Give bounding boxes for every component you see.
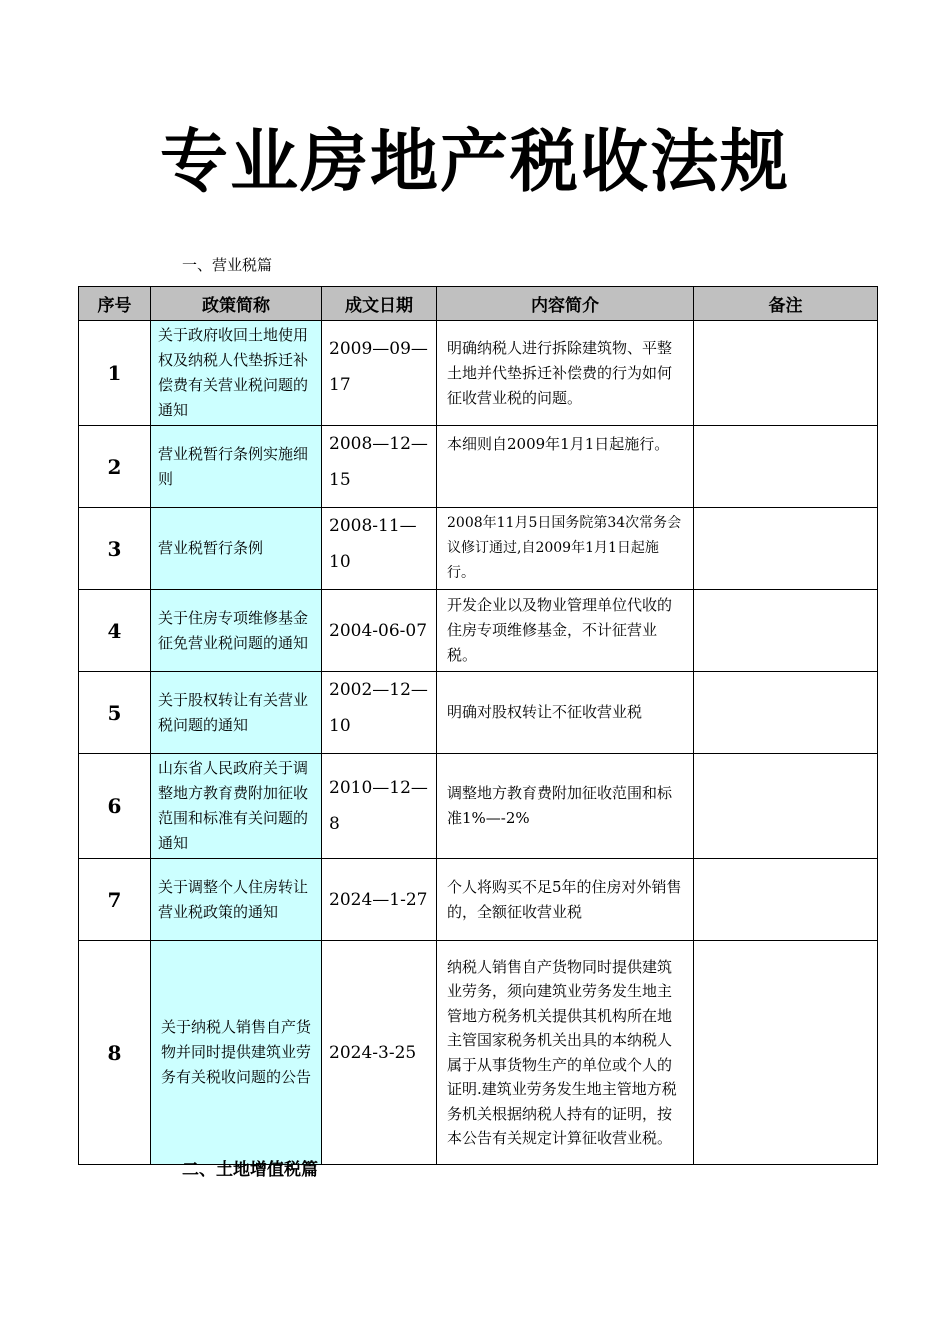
row-summary: 调整地方教育费附加征收范围和标准1%—-2% (437, 754, 694, 859)
table-row (79, 321, 878, 426)
header-date: 成文日期 (322, 287, 437, 321)
row-policy-name: 营业税暂行条例 (151, 508, 322, 590)
policy-table (78, 286, 878, 1165)
row-index: 3 (79, 508, 151, 590)
row-date: 2008—12—15 (322, 426, 437, 508)
row-summary: 开发企业以及物业管理单位代收的住房专项维修基金，不计征营业税。 (437, 590, 694, 672)
row-summary: 个人将购买不足5年的住房对外销售的，全额征收营业税 (437, 859, 694, 941)
row-remarks (694, 590, 878, 672)
table-row (79, 941, 878, 1165)
row-index: 2 (79, 426, 151, 508)
section-heading-business-tax: 一、营业税篇 (182, 256, 273, 274)
row-summary: 纳税人销售自产货物同时提供建筑业劳务，须向建筑业劳务发生地主管地方税务机关提供其机构所在地主管国家税务机关出具的本纳税人属于从事货物生产的单位或个人的证明.建筑业劳务发生地主管地方税务机关根据纳税人持有的证明，按本公告有关规定计算征收营业税。 (437, 941, 694, 1165)
row-index: 4 (79, 590, 151, 672)
row-remarks (694, 672, 878, 754)
row-remarks (694, 941, 878, 1165)
row-index: 7 (79, 859, 151, 941)
row-remarks (694, 321, 878, 426)
row-date: 2024-3-25 (322, 941, 437, 1165)
row-index: 5 (79, 672, 151, 754)
row-policy-name: 山东省人民政府关于调整地方教育费附加征收范围和标准有关问题的通知 (151, 754, 322, 859)
section-heading-land-value-tax: 二、土地增值税篇 (182, 1160, 318, 1180)
row-summary: 2008年11月5日国务院第34次常务会议修订通过,自2009年1月1日起施行。 (437, 508, 694, 590)
row-policy-name: 关于股权转让有关营业税问题的通知 (151, 672, 322, 754)
row-remarks (694, 426, 878, 508)
row-index: 1 (79, 321, 151, 426)
row-policy-name: 关于政府收回土地使用权及纳税人代垫拆迁补偿费有关营业税问题的通知 (151, 321, 322, 426)
row-date: 2008-11—10 (322, 508, 437, 590)
table-row (79, 754, 878, 859)
row-index: 6 (79, 754, 151, 859)
table-header-row (79, 287, 878, 321)
table-row (79, 859, 878, 941)
row-index: 8 (79, 941, 151, 1165)
header-summary: 内容简介 (437, 287, 694, 321)
row-policy-name: 关于纳税人销售自产货物并同时提供建筑业劳务有关税收问题的公告 (151, 941, 322, 1165)
row-policy-name: 关于住房专项维修基金征免营业税问题的通知 (151, 590, 322, 672)
row-policy-name: 关于调整个人住房转让营业税政策的通知 (151, 859, 322, 941)
row-summary: 本细则自2009年1月1日起施行。 (437, 426, 694, 508)
row-date: 2010—12—8 (322, 754, 437, 859)
header-policy-name: 政策简称 (151, 287, 322, 321)
row-remarks (694, 859, 878, 941)
row-date: 2009—09—17 (322, 321, 437, 426)
row-date: 2024—1-27 (322, 859, 437, 941)
table-row (79, 426, 878, 508)
row-remarks (694, 508, 878, 590)
table-row (79, 508, 878, 590)
row-date: 2002—12—10 (322, 672, 437, 754)
header-index: 序号 (79, 287, 151, 321)
row-remarks (694, 754, 878, 859)
table-row (79, 590, 878, 672)
table-row (79, 672, 878, 754)
row-date: 2004-06-07 (322, 590, 437, 672)
row-policy-name: 营业税暂行条例实施细则 (151, 426, 322, 508)
row-summary: 明确对股权转让不征收营业税 (437, 672, 694, 754)
page-title: 专业房地产税收法规 (159, 123, 790, 202)
row-summary: 明确纳税人进行拆除建筑物、平整土地并代垫拆迁补偿费的行为如何征收营业税的问题。 (437, 321, 694, 426)
header-remarks: 备注 (694, 287, 878, 321)
